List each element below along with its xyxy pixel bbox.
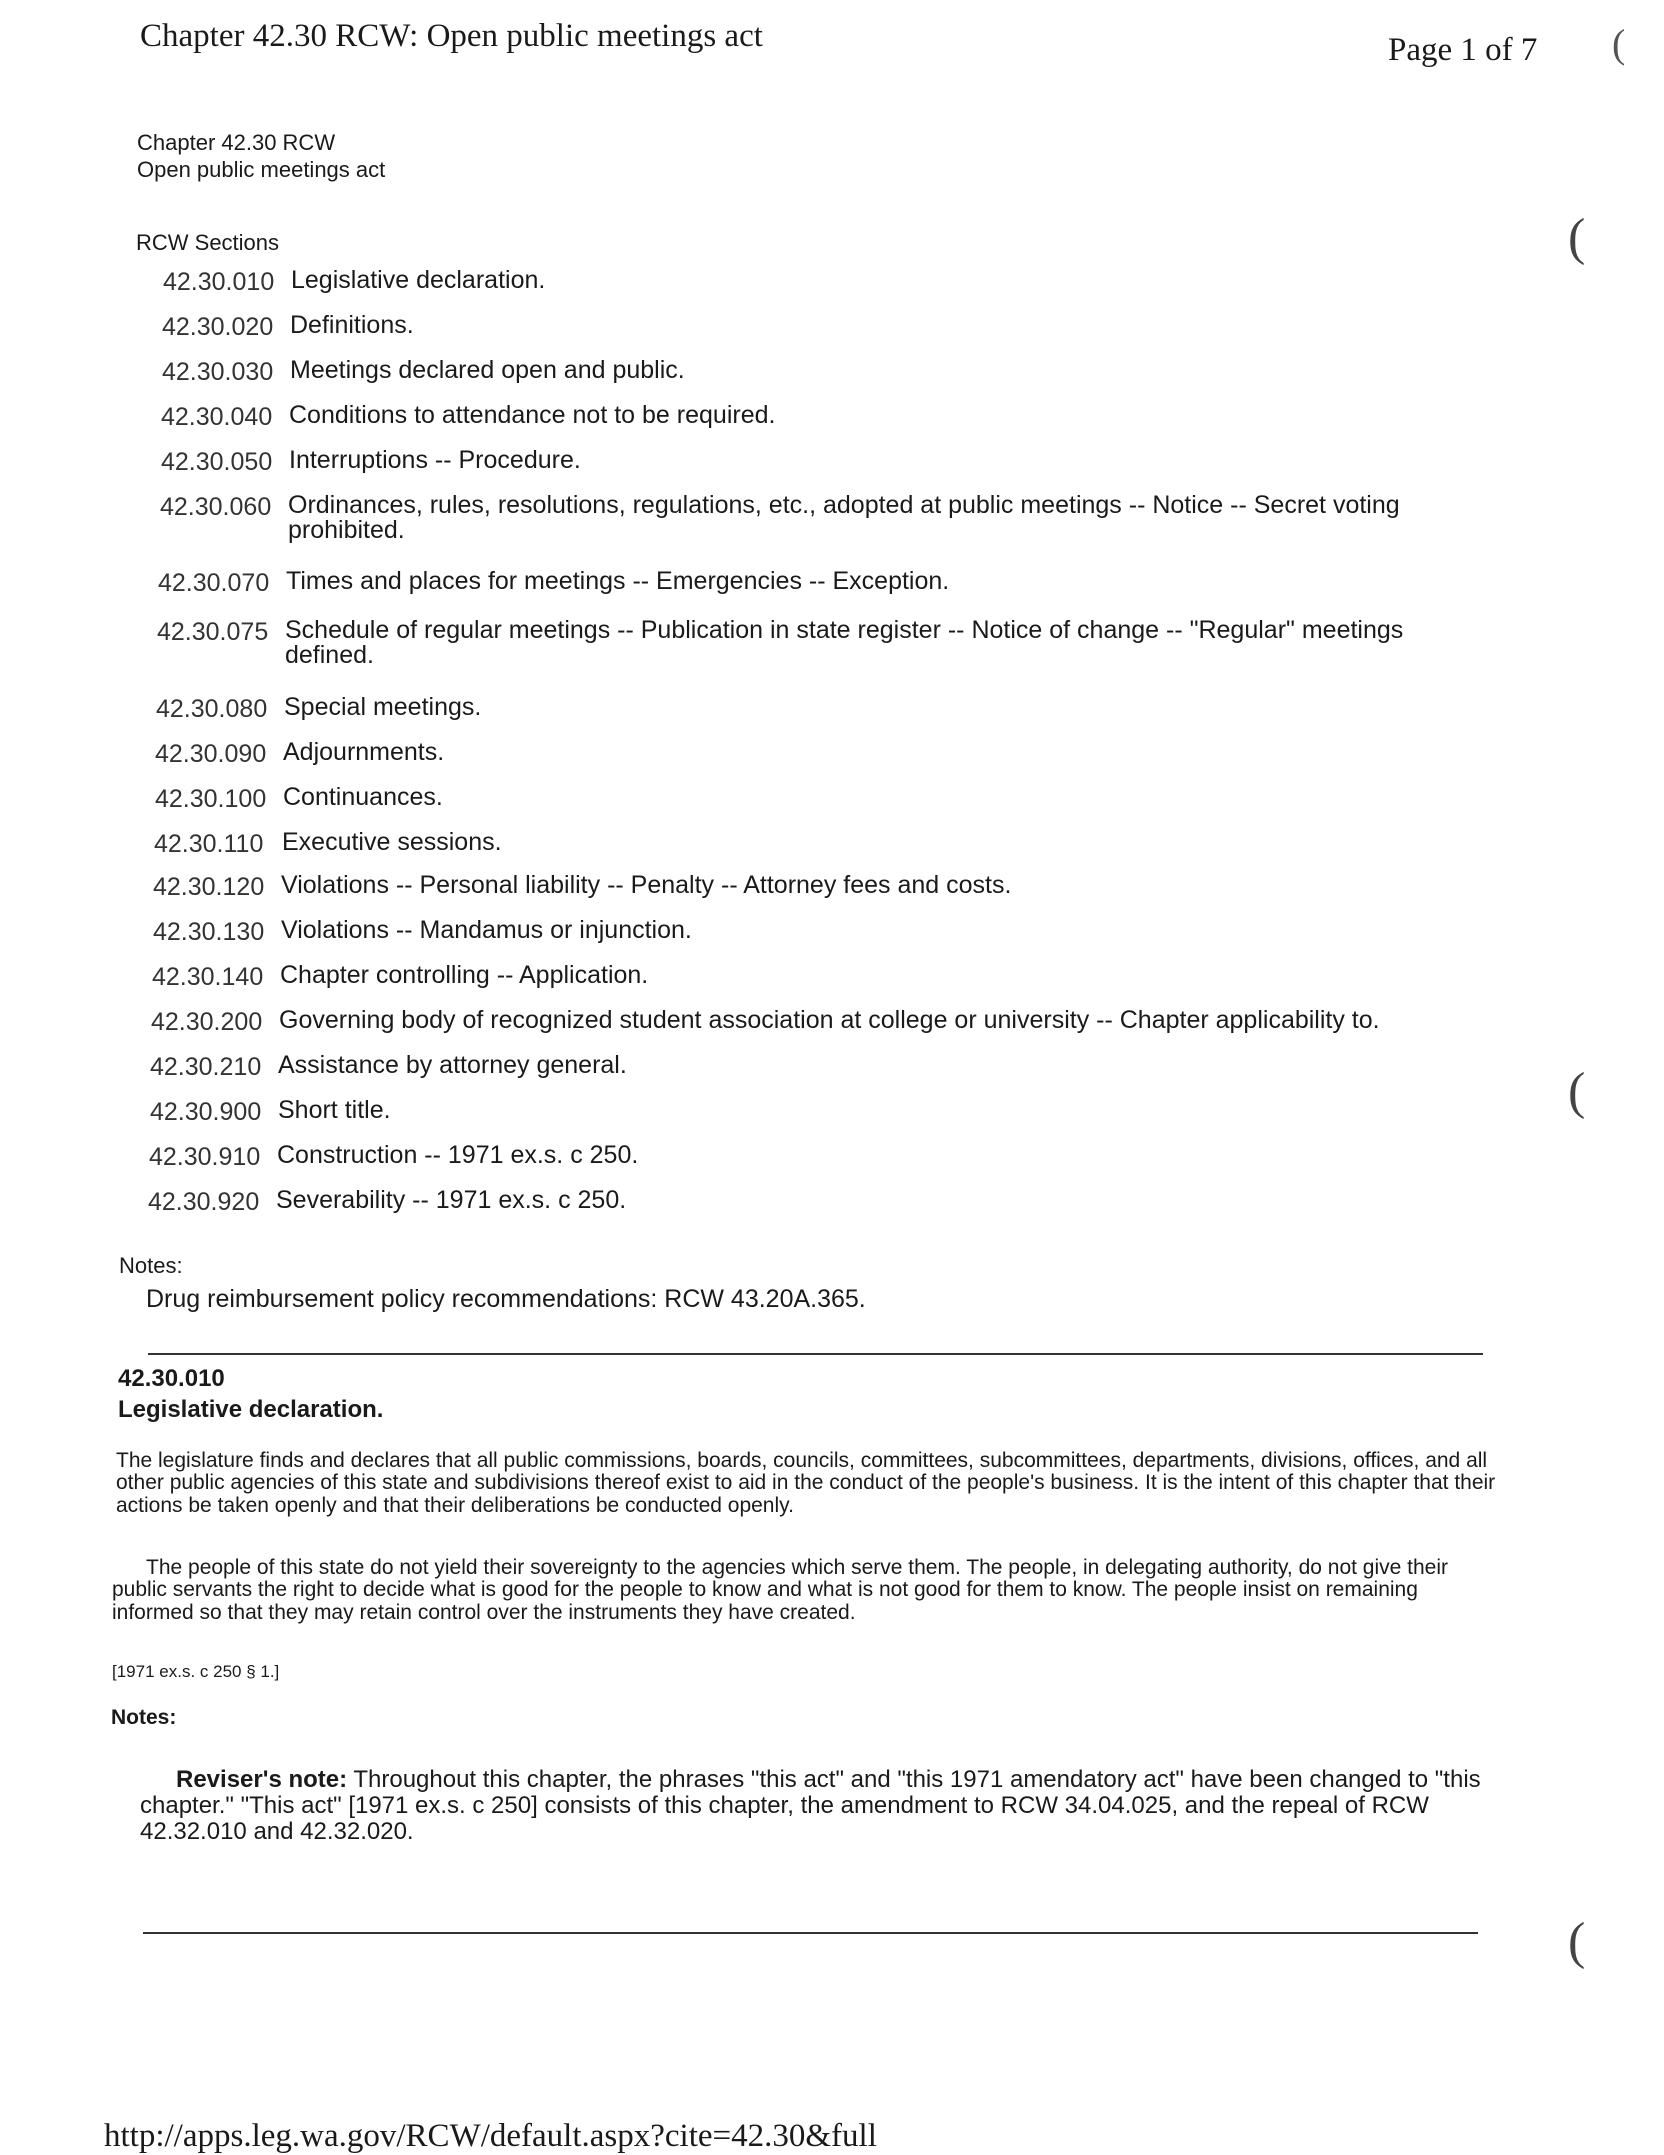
section-list-title: Executive sessions. <box>282 828 502 856</box>
binder-hole-mark: ( <box>1568 209 1586 266</box>
section-list-title: Ordinances, rules, resolutions, regulations, etc., adopted at public meetings -- Notice -- Secret voting prohibited. <box>288 491 1400 544</box>
section-notes-label: Notes: <box>111 1706 177 1729</box>
chapter-name: Open public meetings act <box>137 157 386 182</box>
section-list-title: Interruptions -- Procedure. <box>289 446 581 474</box>
footer-url[interactable]: http://apps.leg.wa.gov/RCW/default.aspx?cite=42.30&full <box>104 2118 877 2154</box>
binder-hole-mark: ( <box>1568 1913 1586 1970</box>
reviser-note-text: Throughout this chapter, the phrases "this act" and "this 1971 amendatory act" have been changed to "this chapter." "This act" [1971 ex.s. c 250] consists of this chapter, the amendment to RCW 34.04.025, and the repeal of RCW 42.32.010 and 42.32.020. <box>140 1766 1481 1845</box>
section-list-title: Conditions to attendance not to be required. <box>289 401 776 429</box>
section-list-title: Governing body of recognized student association at college or university -- Chapter applicability to. <box>279 1006 1380 1034</box>
section-number: 42.30.010 <box>118 1365 225 1392</box>
divider <box>143 1932 1478 1934</box>
section-paragraph: The people of this state do not yield their sovereignty to the agencies which serve them. The people, in delegating authority, do not give their public servants the right to decide what is good for the people to know and what is not good for them to know. The people insist on remaining informed so that they may retain control over the instruments they have created. <box>112 1556 1449 1624</box>
section-list-number[interactable]: 42.30.090 <box>155 740 267 768</box>
section-list-title: Times and places for meetings -- Emergencies -- Exception. <box>286 567 950 595</box>
section-list-number[interactable]: 42.30.080 <box>156 695 268 723</box>
section-list-number[interactable]: 42.30.100 <box>155 785 267 813</box>
section-citation: [1971 ex.s. c 250 § 1.] <box>112 1662 280 1681</box>
section-list-title: Continuances. <box>283 783 443 811</box>
section-paragraph: The legislature finds and declares that all public commissions, boards, councils, committees, subcommittees, departments, divisions, offices, and all other public agencies of this state and subdivisions thereof exist to aid in the conduct of the people's business. It is the intent of this chapter that their actions be taken openly and that their deliberations be conducted openly. <box>116 1449 1496 1517</box>
rcw-sections-label: RCW Sections <box>136 230 280 255</box>
divider <box>148 1353 1483 1355</box>
section-list-title: Severability -- 1971 ex.s. c 250. <box>276 1186 627 1214</box>
section-list-number[interactable]: 42.30.010 <box>163 268 275 296</box>
section-list-title: Special meetings. <box>284 693 482 721</box>
section-list-number[interactable]: 42.30.900 <box>150 1098 262 1126</box>
section-list-title: Meetings declared open and public. <box>290 356 685 384</box>
section-list-number[interactable]: 42.30.210 <box>150 1053 262 1081</box>
section-list-number[interactable]: 42.30.070 <box>158 569 270 597</box>
reviser-note <box>140 1767 1490 1845</box>
section-list-number[interactable]: 42.30.120 <box>153 873 265 901</box>
section-list-title: Short title. <box>278 1096 391 1124</box>
section-list-title: Legislative declaration. <box>291 266 546 294</box>
scan-edge-mark: ( <box>1612 21 1626 66</box>
section-list-number[interactable]: 42.30.130 <box>153 918 265 946</box>
section-list-title: Adjournments. <box>283 738 445 766</box>
notes-text[interactable]: Drug reimbursement policy recommendations: RCW 43.20A.365. <box>146 1285 866 1313</box>
section-list-number[interactable]: 42.30.920 <box>148 1188 260 1216</box>
section-list-number[interactable]: 42.30.910 <box>149 1143 261 1171</box>
section-list-number[interactable]: 42.30.050 <box>161 448 273 476</box>
section-list-number[interactable]: 42.30.030 <box>162 358 274 386</box>
section-list-title: Construction -- 1971 ex.s. c 250. <box>277 1141 639 1169</box>
section-list-number[interactable]: 42.30.200 <box>151 1008 263 1036</box>
section-title: Legislative declaration. <box>118 1396 384 1423</box>
section-list-number[interactable]: 42.30.110 <box>154 830 264 858</box>
section-list-number[interactable]: 42.30.020 <box>162 313 274 341</box>
section-list-title: Violations -- Personal liability -- Penalty -- Attorney fees and costs. <box>281 871 1012 899</box>
section-list-number[interactable]: 42.30.040 <box>161 403 273 431</box>
section-list-title: Schedule of regular meetings -- Publication in state register -- Notice of change -- "Regular" meetings defined. <box>285 616 1404 669</box>
section-list-title: Violations -- Mandamus or injunction. <box>281 916 692 944</box>
section-list-number[interactable]: 42.30.140 <box>152 963 264 991</box>
section-list-number[interactable]: 42.30.060 <box>160 493 272 521</box>
page-number: Page 1 of 7 <box>1388 32 1538 68</box>
notes-label: Notes: <box>119 1253 183 1278</box>
section-list-title: Assistance by attorney general. <box>278 1051 627 1079</box>
section-list-title: Definitions. <box>290 311 414 339</box>
section-list-number[interactable]: 42.30.075 <box>157 618 269 646</box>
binder-hole-mark: ( <box>1568 1063 1586 1120</box>
page-header-title: Chapter 42.30 RCW: Open public meetings act <box>140 18 763 54</box>
chapter-number: Chapter 42.30 RCW <box>137 130 336 155</box>
reviser-note-label: Reviser's note: <box>176 1766 348 1793</box>
section-list-title: Chapter controlling -- Application. <box>280 961 649 989</box>
